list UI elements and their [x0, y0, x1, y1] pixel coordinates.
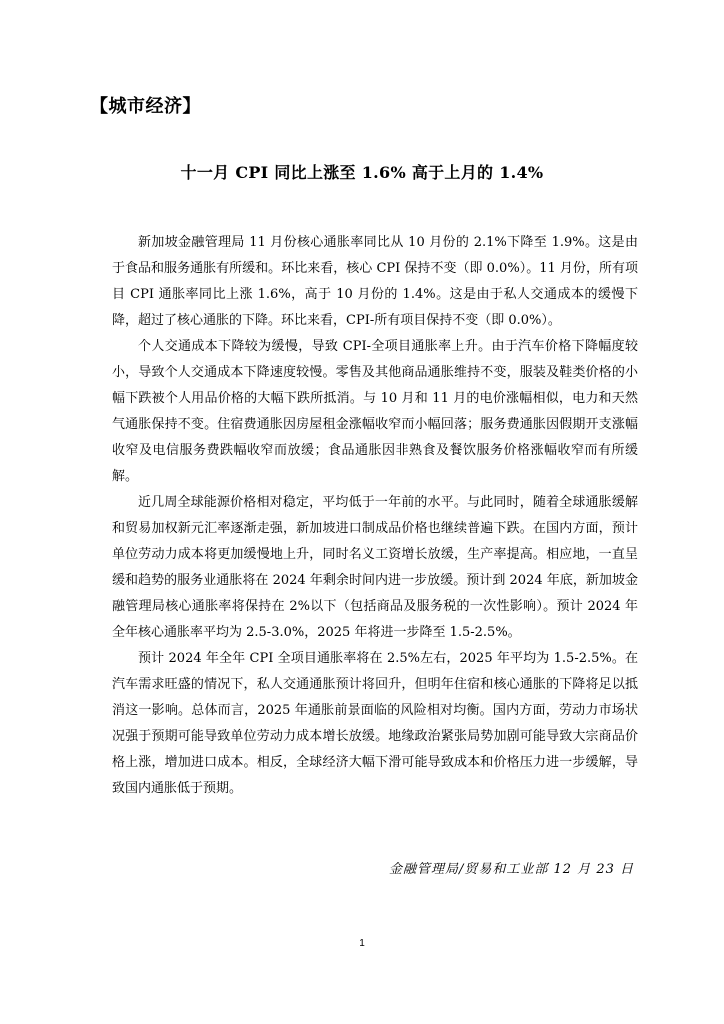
article-headline: 十一月 CPI 同比上涨至 1.6% 高于上月的 1.4%	[180, 163, 544, 182]
page-number: 1	[359, 938, 365, 949]
article-body	[112, 230, 638, 802]
body-paragraph-1: 新加坡金融管理局 11 月份核心通胀率同比从 10 月份的 2.1%下降至 1.9%。这是由于食品和服务通胀有所缓和。环比来看，核心 CPI 保持不变（即 0.0%）。11 月份，所有项目 CPI 通胀率同比上涨 1.6%，高于 10 月份的 1.4%。这是由于私人交通成本的缓慢下降，超过了核心通胀的下降。环比来看，CPI-所有项目保持不变（即 0.0%）。	[112, 235, 638, 328]
body-paragraph-3: 近几周全球能源价格相对稳定，平均低于一年前的水平。与此同时，随着全球通胀缓解和贸易加权新元汇率逐渐走强，新加坡进口制成品价格也继续普遍下跌。在国内方面，预计单位劳动力成本将更加缓慢地上升，同时名义工资增长放缓，生产率提高。相应地，一直呈缓和趋势的服务业通胀将在 2024 年剩余时间内进一步放缓。预计到 2024 年底，新加坡金融管理局核心通胀率将保持在 2%以下（包括商品及服务税的一次性影响）。预计 2024 年全年核心通胀率平均为 2.5-3.0%，2025 年将进一步降至 1.5-2.5%。	[112, 495, 638, 640]
source-signature: 金融管理局/贸易和工业部 12 月 23 日	[389, 862, 634, 877]
section-tag: 【城市经济】	[90, 96, 201, 117]
body-paragraph-4: 预计 2024 年全年 CPI 全项目通胀率将在 2.5%左右，2025 年平均为 1.5-2.5%。在汽车需求旺盛的情况下，私人交通通胀预计将回升，但明年住宿和核心通胀的下降将足以抵消这一影响。总体而言，2025 年通胀前景面临的风险相对均衡。国内方面，劳动力市场状况强于预期可能导致单位劳动力成本增长放缓。地缘政治紧张局势加剧可能导致大宗商品价格上涨，增加进口成本。相反，全球经济大幅下滑可能导致成本和价格压力进一步缓解，导致国内通胀低于预期。	[112, 651, 638, 796]
body-paragraph-2: 个人交通成本下降较为缓慢，导致 CPI-全项目通胀率上升。由于汽车价格下降幅度较小，导致个人交通成本下降速度较慢。零售及其他商品通胀维持不变，服装及鞋类价格的小幅下跌被个人用品价格的大幅下跌所抵消。与 10 月和 11 月的电价涨幅相似，电力和天然气通胀保持不变。住宿费通胀因房屋租金涨幅收窄而小幅回落；服务费通胀因假期开支涨幅收窄及电信服务费跌幅收窄而放缓；食品通胀因非熟食及餐饮服务价格涨幅收窄而有所缓解。	[112, 339, 638, 484]
